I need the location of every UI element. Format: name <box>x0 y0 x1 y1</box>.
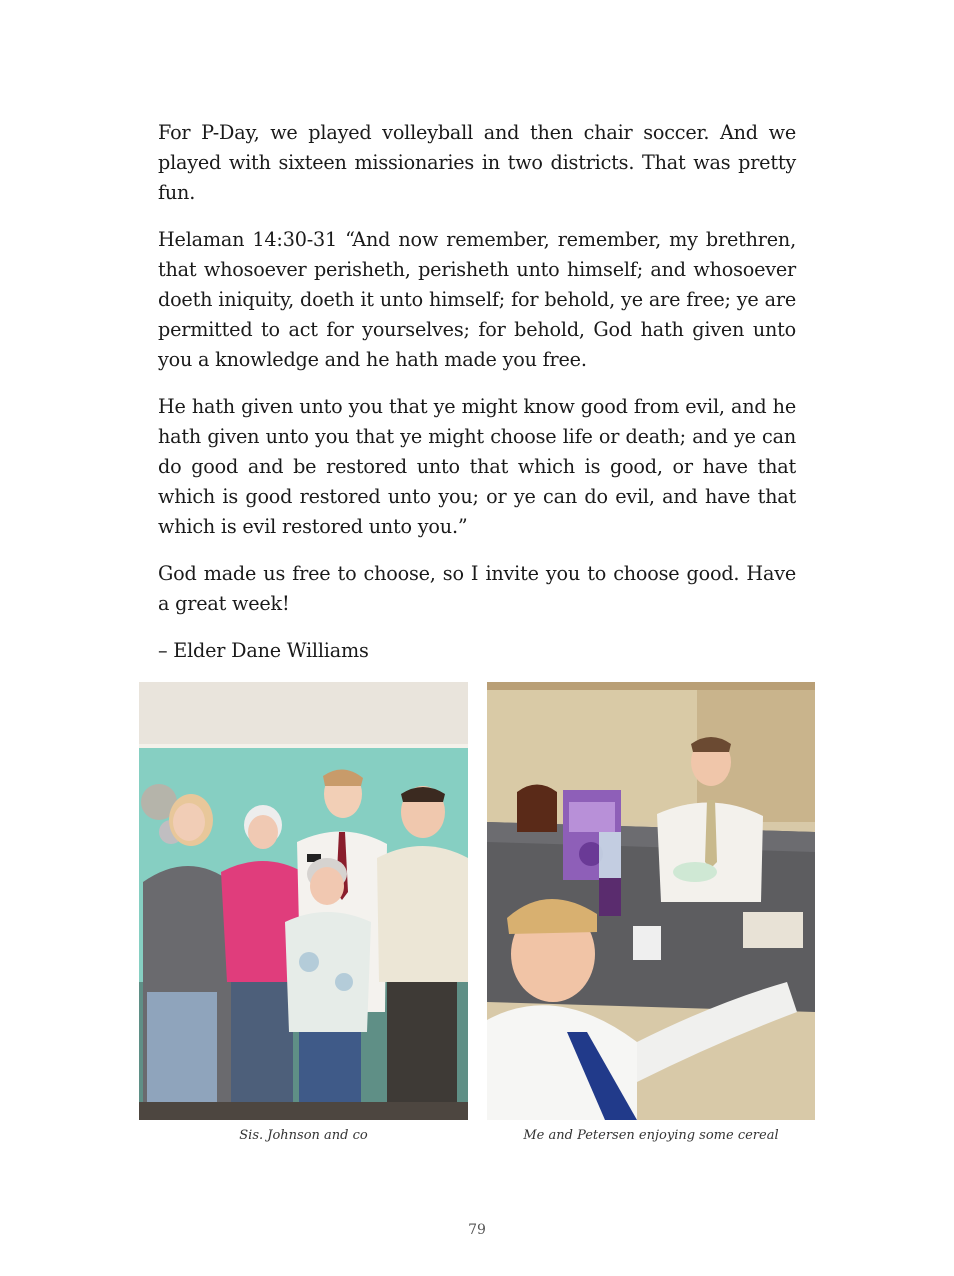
group-photo <box>139 682 468 1120</box>
photo-caption-left: Sis. Johnson and co <box>239 1128 368 1143</box>
article-text <box>158 118 796 666</box>
signature: – Elder Dane Williams <box>158 639 369 662</box>
paragraph-scripture-part1: Helaman 14:30-31 “And now remember, remember, my brethren, that whosoever perisheth, perisheth unto himself; and whosoever doeth iniquity, doeth it unto himself; for behold, ye are free; ye are permitted to act for yourselves; for behold, God hath given unto you a knowledge and he hath made you free. <box>158 228 796 371</box>
selfie-photo <box>487 682 815 1120</box>
page-number: 79 <box>468 1222 486 1238</box>
paragraph-scripture-part2: He hath given unto you that ye might know good from evil, and he hath given unto you that ye might choose life or death; and ye can do good and be restored unto that which is good, or have that which is good restored unto you; or ye can do evil, and have that which is evil restored unto you.” <box>158 395 796 538</box>
photo-caption-right: Me and Petersen enjoying some cereal <box>523 1128 779 1143</box>
paragraph-invitation: God made us free to choose, so I invite you to choose good. Have a great week! <box>158 562 796 615</box>
paragraph-pday: For P-Day, we played volleyball and then chair soccer. And we played with sixteen missionaries in two districts. That was pretty fun. <box>158 121 796 204</box>
